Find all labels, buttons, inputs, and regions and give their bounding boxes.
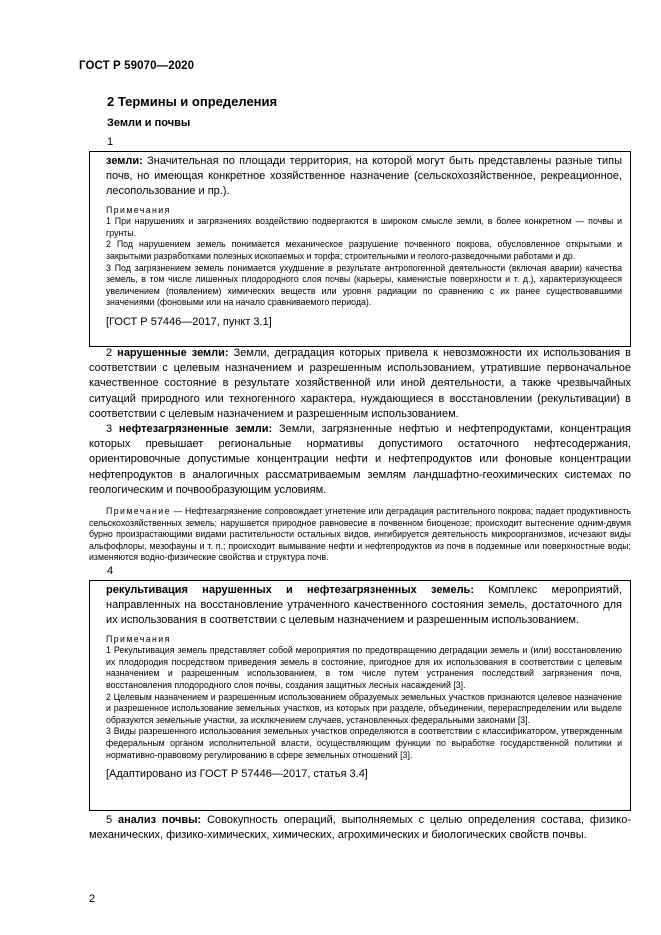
term-3-term: нефтезагрязненные земли: <box>118 423 273 436</box>
term-5-definition: 5 анализ почвы: Совокупность операций, выполняемых с целью определения состава, физико-механических, физико-химических, химических, агрохимических и биологических свойств почвы. <box>89 814 632 842</box>
page-number: 2 <box>89 893 96 905</box>
term-1-term: земли: <box>106 155 143 167</box>
terms-2-3-block <box>89 346 631 564</box>
term-4-number: 4 <box>107 565 114 577</box>
term-4-box <box>89 580 631 811</box>
standard-header: ГОСТ Р 59070—2020 <box>79 60 195 72</box>
term-1-note-2: 2 Под нарушением земель понимается механическое разрушение почвенного покрова, обусловленное открытыми и закрытыми разработками полезных ископаемых и торфа; строительными и геолого-разведочными работами и др. <box>106 239 622 261</box>
term-3-note: Примечание — Нефтезагрязнение сопровождает угнетение или деградация растительного покрова; падает продуктивность сельскохозяйственных земель; нарушается природное равновесие в почвенном биоценозе; происходит вытеснение одним-двумя бурно произрастающими видами растительности остальных видов, ингибируется деятельность микроорганизмов, исчезают виды альфофлоры, мезофауны и т. п.; происходит вымывание нефти и нефтепродуктов из почв в подземные или поверхностные воды; изменяются водно-физические свойства и структура почв. <box>89 506 631 563</box>
term-1-source: [ГОСТ Р 57446—2017, пункт 3.1] <box>106 315 272 328</box>
term-4-note-1: 1 Рекультивация земель представляет собой мероприятия по предотвращению деградации земель и (или) восстановлению их плодородия посредством приведения земель в состояние, пригодное для их использования в соответствии с целевым назначением и разрешенным использованием, в том числе путем устранения последствий загрязнения почв, восстановления плодородного слоя почвы, создания защитных лесных насаждений [3]. <box>106 645 622 690</box>
term-4-term: рекультивация нарушенных и нефтезагрязненных земель: <box>106 584 474 596</box>
term-1-number: 1 <box>107 136 114 148</box>
subsection-title: Земли и почвы <box>107 117 191 129</box>
term-1-notes-heading: Примечания <box>106 204 171 215</box>
term-4-definition: рекультивация нарушенных и нефтезагрязненных земель: Комплекс мероприятий, направленных на восстановление утраченного качественного состояния земель, достаточного для их использования в соответствии с целевым назначением и разрешенным использованием. <box>106 584 623 627</box>
term-1-note-1: 1 При нарушениях и загрязнениях воздействию подвергаются в широком смысле земли, в более конкретном — почвы и грунты. <box>106 216 622 238</box>
term-4-note-2: 2 Целевым назначением и разрешенным использованием образуемых земельных участков признаются целевое назначение и разрешенное использование земельных участков, из которых при разделе, объединении, перераспределении или выделе образуются земельные участки, за исключением случаев, установленных федеральными законами [3]. <box>106 691 622 725</box>
term-1-definition: земли: Значительная по площади территория, на которой могут быть представлены разные типы почв, но имеющая конкретное хозяйственное назначение (сельскохозяйственное, рекреационное, лесопользование и пр.). <box>106 155 622 198</box>
term-2-term: нарушенные земли: <box>117 347 229 359</box>
term-1-note-3: 3 Под загрязнением земель понимается ухудшение в результате антропогенной деятельности (включая аварии) качества земель, в том числе лишенных плодородного слоя почвы (карьеры, каменистые поверхности и т. д.), характеризующееся увеличением (появлением) химических веществ или уровня радиации по сравнению с их ранее существовавшими значениями (фоновыми или на начало сравниваемого периода). <box>106 262 622 308</box>
term-4-source: [Адаптировано из ГОСТ Р 57446—2017, статья 3.4] <box>106 768 368 781</box>
term-4-notes-heading: Примечания <box>106 633 171 644</box>
term-4-note-3: 3 Виды разрешенного использования земельных участков определяются в соответствии с классификатором, утвержденным федеральным органом исполнительной власти, осуществляющим функции по выработке государственной политики и нормативно-правовому регулированию в сфере земельных отношений [3]. <box>106 726 622 760</box>
section-title: 2 Термины и определения <box>107 94 278 109</box>
term-5-term: анализ почвы: <box>117 814 202 826</box>
term-3-definition: 3 нефтезагрязненные земли: Земли, загрязненные нефтью и нефтепродуктами, концентрация которых превышает региональные нормативы допустимого остаточного нефтесодержания, ориентировочные допустимые концентрации нефти и нефтепродуктов или фоновые концентрации нефтепродуктов в аналогичных рассматриваемым землям ландшафтно-геохимических системах по геологическим и почвообразующим условиям. <box>89 423 632 496</box>
term-2-definition: 2 нарушенные земли: Земли, деградация которых привела к невозможности их использования в соответствии с целевым назначением и разрешенным использованием, утратившие первоначальное качественное состояние в результате хозяйственной или иной деятельности, а также чрезвычайных ситуаций природного или техногенного характера, нуждающиеся в восстановлении (рекультивации) в соответствии с целевым назначением и разрешенным использованием. <box>89 347 631 420</box>
term-5-block <box>89 813 631 843</box>
term-1-box <box>89 151 631 347</box>
